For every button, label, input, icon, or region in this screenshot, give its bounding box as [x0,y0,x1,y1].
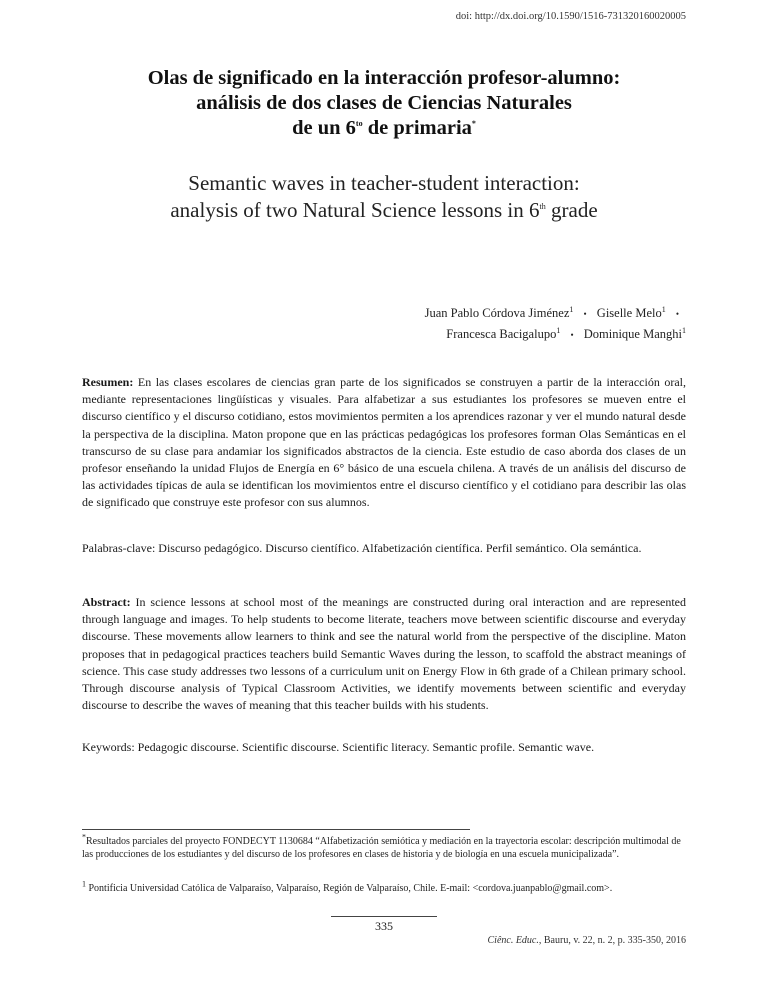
separator-bullet-icon: • [570,330,574,341]
title-es-line-3-post: de primaria [362,117,472,139]
title-en-line-2 [80,197,688,224]
author-affiliation-mark: 1 [569,304,574,314]
title-footnote-mark[interactable]: * [471,119,476,129]
title-en-superscript: th [539,202,546,211]
author-affiliation-mark: 1 [682,325,686,335]
title-es-superscript: to [355,119,363,129]
journal-details: , Bauru, v. 22, n. 2, p. 335-350, 2016 [538,935,686,946]
footnote-text[interactable]: Pontificia Universidad Católica de Valparaíso, Valparaíso, Región de Valparaíso, Chile. E-mail: <cordova.juanpablo@gmail.com>. [88,883,613,894]
abstract-label: Abstract: [82,595,131,609]
title-en-line-1: Semantic waves in teacher-student interaction: [188,171,580,195]
title-es-line-2: análisis de dos clases de Ciencias Naturales [196,92,572,114]
resumen-text: En las clases escolares de ciencias gran parte de los significados se construyen a partir de la interacción oral, mediante representaciones lingüísticas y visuales. Para alfabetizar a sus estudiantes los profesores se mueven entre el discurso científico y el discurso cotidiano, estos movimientos permiten a los aprendices razonar y ver el mundo natural desde la perspectiva de la disciplina. Maton propone que en las prácticas pedagógicas los profesores forman Olas Semánticas en el transcurso de su clase para andamiar los significados abstractos de la ciencia. Este estudio de caso aborda dos clases de un profesor enseñando la unidad Flujos de Energía en 6° básico de una escuela chilena. A través de un análisis del discurso de las actividades típicas de aula se identifican los movimientos entre el discurso científico y el cotidiano para describir las olas de significado que construye este profesor con sus alumnos. [82,375,687,510]
authors-line-2 [425,324,686,345]
separator-bullet-icon: • [583,309,587,320]
author-name: Francesca Bacigalupo [446,327,557,342]
authors-line-1 [425,303,686,324]
resumen-paragraph [82,374,686,512]
separator-bullet-icon: • [675,309,679,320]
footnote-divider [82,829,470,830]
title-en-line-2-post: grade [545,198,598,222]
palabras-clave: Palabras-clave: Discurso pedagógico. Discurso científico. Alfabetización científica. Perfil semántico. Ola semántica. [82,541,642,555]
title-es-line-3-pre: de un 6 [292,117,356,139]
title-es-line-1: Olas de significado en la interacción profesor-alumno: [147,67,621,89]
author-name: Juan Pablo Córdova Jiménez [424,306,570,320]
doi-header[interactable]: doi: http://dx.doi.org/10.1590/1516-731320160020005 [455,11,686,22]
footnote-2 [82,879,686,895]
footnote-text: Resultados parciales del proyecto FONDECYT 1130684 “Alfabetización semiótica y mediación en la trayectoria escolar: descripción multimodal de las producciones de los estudiantes y del discurso de los profesores en clases de historia y de biología en una escuela municipalizada”. [82,836,681,861]
author-list [425,303,686,345]
resumen-label: Resumen: [82,375,134,389]
journal-name: Ciênc. Educ. [487,935,539,946]
footnote-mark: 1 [82,879,86,889]
abstract-text: In science lessons at school most of the meanings are constructed during oral interaction and are represented through language and images. To help students to become literate, teachers move between scientific discourse and everyday discourse. These movements allow learners to think and see the natural world from the perspective of the discipline. Maton proposes that in pedagogical practices teachers build Semantic Waves during the lesson, to scaffold the abstract meanings of science. This case study addresses two lessons of a curriculum unit on Energy Flow in 6th grade of a Chilean primary school. Through discourse analysis of Typical Classroom Activities, we identify movements between scientific and everyday discourse to describe the waves of meaning that this teacher builds with his students. [82,595,686,713]
page-number-divider [331,916,437,917]
journal-citation [488,935,687,946]
title-english [80,170,688,224]
footnote-1 [82,832,686,861]
title-spanish [80,66,688,141]
author-affiliation-mark: 1 [556,325,561,335]
page-number: 335 [375,919,393,933]
keywords: Keywords: Pedagogic discourse. Scientific discourse. Scientific literacy. Semantic profile. Semantic wave. [82,740,595,754]
author-name: Giselle Melo [596,306,662,320]
title-en-line-2-pre: analysis of two Natural Science lessons in 6 [170,198,540,222]
footnote-mark: * [82,832,86,842]
title-es-line-3 [80,116,688,141]
author-name: Dominique Manghi [583,327,682,342]
abstract-paragraph [82,594,686,714]
author-affiliation-mark: 1 [661,304,666,314]
